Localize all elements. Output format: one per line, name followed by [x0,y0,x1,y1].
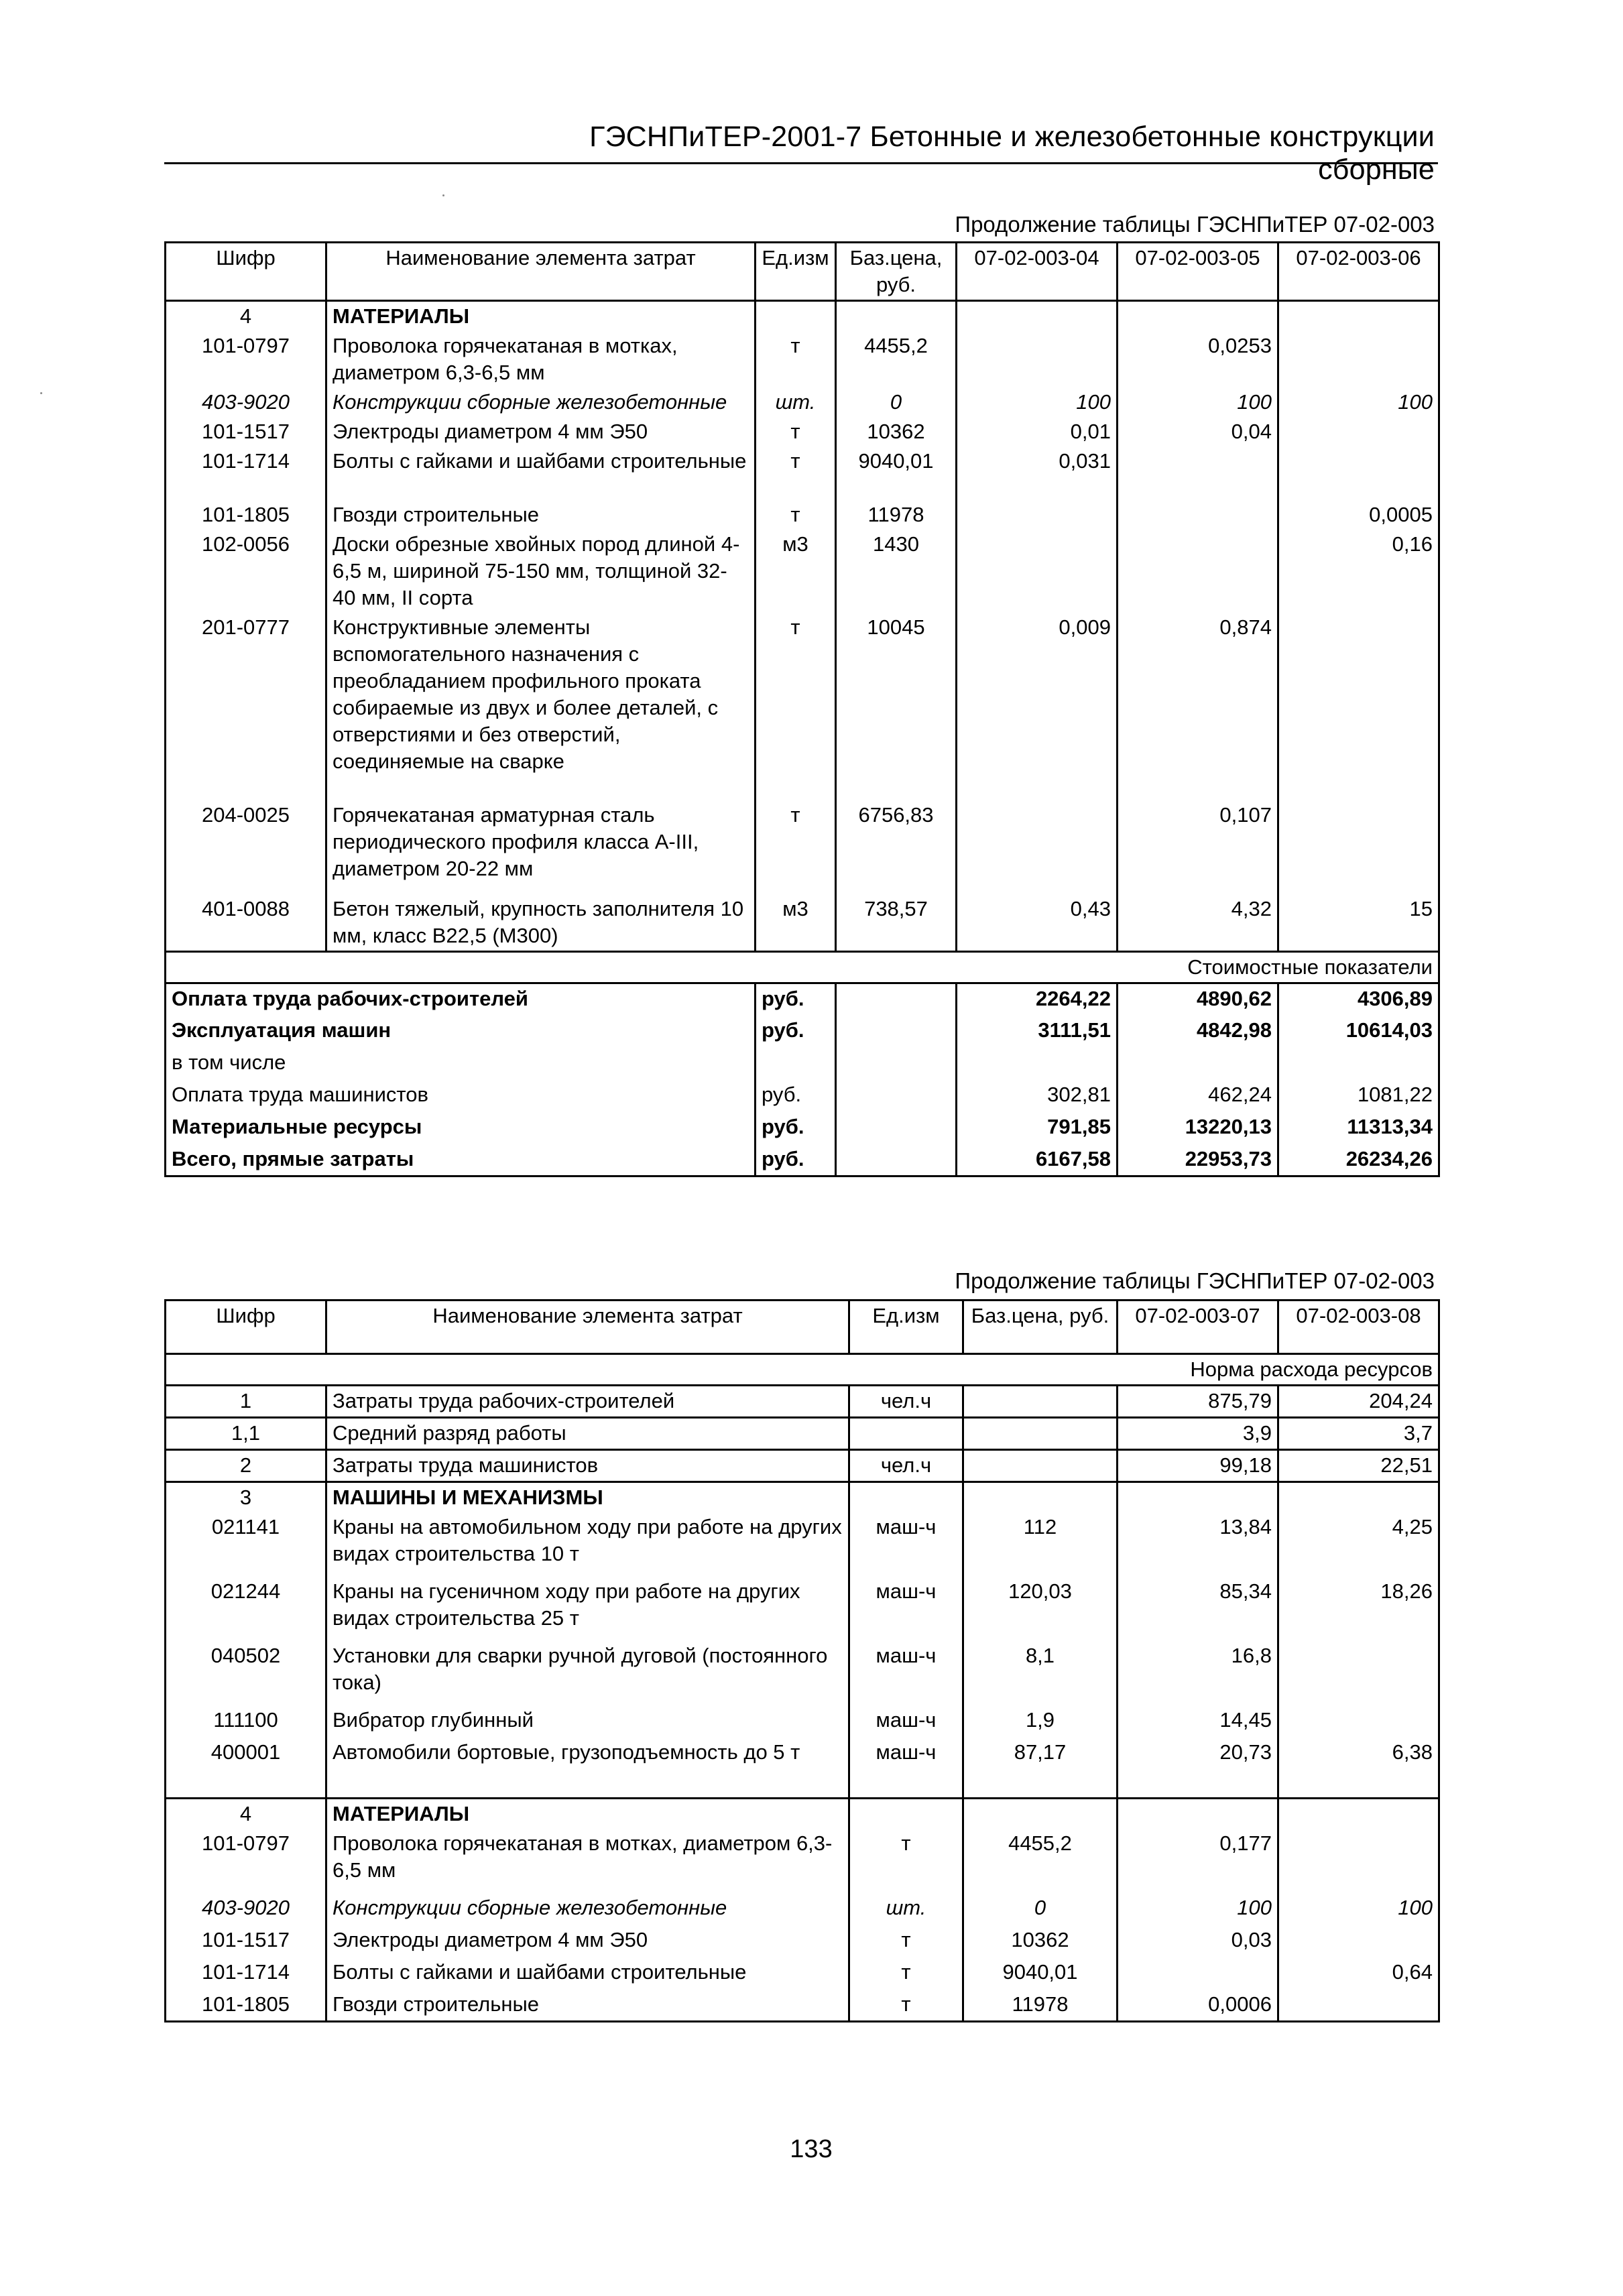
row-value: 0,0253 [1118,331,1278,387]
table-row [166,1893,1439,1925]
row-code: 101-1714 [166,1957,326,1990]
resource-table-1 [164,241,1440,1177]
row-unit: чел.ч [849,1386,963,1418]
row-value [957,800,1118,894]
row-value: 13,84 [1118,1512,1278,1577]
cost-name: Оплата труда рабочих-строителей [166,983,756,1016]
cost-value: 13220,13 [1118,1112,1278,1144]
empty-cell [836,1144,957,1176]
empty-cell [756,301,836,332]
row-price: 112 [963,1512,1118,1577]
row-code: 102-0056 [166,530,326,613]
row-code: 1,1 [166,1418,326,1450]
row-unit: т [849,1990,963,2022]
row-name: Доски обрезные хвойных пород длиной 4-6,5 м, шириной 75-150 мм, толщиной 32-40 мм, II сорта [326,530,756,613]
row-value: 3,9 [1118,1418,1278,1450]
row-name: Средний разряд работы [326,1418,849,1450]
cost-name: в том числе [166,1048,756,1080]
empty-cell [1118,1482,1278,1513]
row-value: 0,107 [1118,800,1278,894]
empty-cell [957,301,1118,332]
cost-row [166,1112,1439,1144]
cost-value [1118,1048,1278,1080]
row-price: 87,17 [963,1738,1118,1798]
section-title: МАТЕРИАЛЫ [326,1798,849,1829]
row-unit: т [756,500,836,530]
row-value: 0,43 [957,894,1118,952]
empty-cell [963,1798,1118,1829]
row-price: 9040,01 [963,1957,1118,1990]
row-value: 0,16 [1278,530,1439,613]
row-code: 401-0088 [166,894,326,952]
row-name: Конструктивные элементы вспомогательного назначения с преобладанием профильного проката собираемые из двух и более деталей, с отверстиями и без отверстий, соединяемые на сварке [326,613,756,800]
table-row [166,500,1439,530]
table-row [166,1957,1439,1990]
row-code: 101-1517 [166,1925,326,1957]
row-price: 11978 [963,1990,1118,2022]
cost-value: 6167,58 [957,1144,1118,1176]
row-code: 2 [166,1450,326,1482]
row-value [1278,1829,1439,1893]
row-value: 100 [957,387,1118,417]
table-row [166,1705,1439,1738]
cost-value: 2264,22 [957,983,1118,1016]
table-row [166,613,1439,800]
page-header-title: ГЭСНПиТЕР-2001-7 Бетонные и железобетонные конструкции сборные [589,121,1435,186]
cost-name: Оплата труда машинистов [166,1080,756,1112]
section-code: 4 [166,1798,326,1829]
row-unit: маш-ч [849,1512,963,1577]
cost-value: 791,85 [957,1112,1118,1144]
row-name: Гвозди строительные [326,500,756,530]
column-header: 07-02-003-07 [1118,1301,1278,1354]
row-code: 101-1714 [166,446,326,500]
row-value: 100 [1118,387,1278,417]
row-value [957,500,1118,530]
table-row [166,1925,1439,1957]
column-header: 07-02-003-06 [1278,243,1439,301]
cost-row [166,1048,1439,1080]
row-unit: шт. [756,387,836,417]
cost-name: Эксплуатация машин [166,1016,756,1048]
row-value: 0,0005 [1278,500,1439,530]
row-value: 0,177 [1118,1829,1278,1893]
cost-value [957,1048,1118,1080]
table-row [166,1990,1439,2022]
row-price: 8,1 [963,1641,1118,1705]
row-name: Автомобили бортовые, грузоподъемность до 5 т [326,1738,849,1798]
row-value: 100 [1278,387,1439,417]
table-row [166,446,1439,500]
row-unit: маш-ч [849,1577,963,1641]
row-value: 4,25 [1278,1512,1439,1577]
table-row [166,800,1439,894]
row-unit: чел.ч [849,1450,963,1482]
row-value: 99,18 [1118,1450,1278,1482]
table-row [166,1829,1439,1893]
table-row [166,894,1439,952]
table-row [166,1386,1439,1418]
column-header: Шифр [166,243,326,301]
column-header: Наименование элемента затрат [326,1301,849,1354]
row-price: 10362 [836,417,957,446]
section-title: МАТЕРИАЛЫ [326,301,756,332]
row-value: 0,64 [1278,1957,1439,1990]
row-price: 4455,2 [963,1829,1118,1893]
empty-cell [836,1112,957,1144]
column-header: 07-02-003-04 [957,243,1118,301]
row-price [963,1450,1118,1482]
cost-unit [756,1048,836,1080]
cost-value: 4842,98 [1118,1016,1278,1048]
row-value: 875,79 [1118,1386,1278,1418]
cost-name: Материальные ресурсы [166,1112,756,1144]
section-row [166,1798,1439,1829]
column-header: Шифр [166,1301,326,1354]
section-code: 3 [166,1482,326,1513]
row-name: Затраты труда рабочих-строителей [326,1386,849,1418]
row-code: 101-1805 [166,500,326,530]
page-number: 133 [790,2135,833,2163]
table-row [166,1641,1439,1705]
row-unit: м3 [756,530,836,613]
row-name: Горячекатаная арматурная сталь периодического профиля класса А-III, диаметром 20-22 мм [326,800,756,894]
table-row [166,417,1439,446]
cost-row [166,1016,1439,1048]
row-value: 100 [1278,1893,1439,1925]
row-value: 4,32 [1118,894,1278,952]
row-name: Вибратор глубинный [326,1705,849,1738]
row-code: 101-0797 [166,1829,326,1893]
empty-cell [836,1016,957,1048]
row-name: Болты с гайками и шайбами строительные [326,446,756,500]
row-price [963,1386,1118,1418]
row-value: 0,03 [1118,1925,1278,1957]
cost-row [166,983,1439,1016]
row-value [1278,1705,1439,1738]
cost-unit: руб. [756,983,836,1016]
row-code: 201-0777 [166,613,326,800]
row-unit [849,1418,963,1450]
row-price: 4455,2 [836,331,957,387]
cost-value: 302,81 [957,1080,1118,1112]
row-value: 204,24 [1278,1386,1439,1418]
row-value: 15 [1278,894,1439,952]
row-code: 111100 [166,1705,326,1738]
empty-cell [836,301,957,332]
cost-value: 11313,34 [1278,1112,1439,1144]
column-header: Ед.изм [756,243,836,301]
cost-value: 462,24 [1118,1080,1278,1112]
row-value [1278,331,1439,387]
cost-value: 4306,89 [1278,983,1439,1016]
column-header: 07-02-003-05 [1118,243,1278,301]
row-name: Краны на гусеничном ходу при работе на других видах строительства 25 т [326,1577,849,1641]
row-value [1278,800,1439,894]
row-name: Болты с гайками и шайбами строительные [326,1957,849,1990]
row-unit: маш-ч [849,1738,963,1798]
row-price: 10045 [836,613,957,800]
row-name: Краны на автомобильном ходу при работе на других видах строительства 10 т [326,1512,849,1577]
cost-heading-row [166,952,1439,983]
row-value: 18,26 [1278,1577,1439,1641]
row-name: Конструкции сборные железобетонные [326,1893,849,1925]
table-row [166,1738,1439,1798]
column-header: Наименование элемента затрат [326,243,756,301]
table2-header-row [166,1301,1439,1354]
table-row [166,530,1439,613]
row-code: 1 [166,1386,326,1418]
row-unit: т [756,800,836,894]
section-row [166,301,1439,332]
scan-speck [40,392,42,394]
cost-unit: руб. [756,1112,836,1144]
row-value: 0,04 [1118,417,1278,446]
row-unit: маш-ч [849,1705,963,1738]
table-row [166,331,1439,387]
row-name: Конструкции сборные железобетонные [326,387,756,417]
row-value [1278,1641,1439,1705]
cost-value: 22953,73 [1118,1144,1278,1176]
row-code: 040502 [166,1641,326,1705]
row-code: 204-0025 [166,800,326,894]
row-price: 1,9 [963,1705,1118,1738]
row-unit: шт. [849,1893,963,1925]
row-value: 100 [1118,1893,1278,1925]
cost-unit: руб. [756,1144,836,1176]
row-name: Бетон тяжелый, крупность заполнителя 10 мм, класс В22,5 (М300) [326,894,756,952]
row-value: 0,01 [957,417,1118,446]
cost-value: 4890,62 [1118,983,1278,1016]
cost-value [1278,1048,1439,1080]
row-name: Гвозди строительные [326,1990,849,2022]
section-row [166,1482,1439,1513]
row-name: Установки для сварки ручной дуговой (постоянного тока) [326,1641,849,1705]
column-header: Баз.цена, руб. [836,243,957,301]
row-value: 6,38 [1278,1738,1439,1798]
row-unit: т [756,446,836,500]
row-name: Затраты труда машинистов [326,1450,849,1482]
resource-table-2 [164,1299,1440,2022]
row-value [1278,1925,1439,1957]
row-value: 0,874 [1118,613,1278,800]
row-name: Электроды диаметром 4 мм Э50 [326,417,756,446]
row-price [963,1418,1118,1450]
cost-value: 26234,26 [1278,1144,1439,1176]
column-header: Ед.изм [849,1301,963,1354]
row-value: 0,031 [957,446,1118,500]
row-value: 22,51 [1278,1450,1439,1482]
table-row [166,1512,1439,1577]
row-price: 6756,83 [836,800,957,894]
row-unit: т [756,331,836,387]
empty-cell [836,1080,957,1112]
row-code: 101-1517 [166,417,326,446]
table2-caption: Продолжение таблицы ГЭСНПиТЕР 07-02-003 [955,1268,1435,1293]
row-code: 021141 [166,1512,326,1577]
row-code: 101-0797 [166,331,326,387]
empty-cell [1118,301,1278,332]
row-price: 9040,01 [836,446,957,500]
table-row [166,1577,1439,1641]
row-value [1118,530,1278,613]
norm-heading-row [166,1354,1439,1386]
row-unit: т [756,613,836,800]
row-name: Проволока горячекатаная в мотках, диаметром 6,3-6,5 мм [326,331,756,387]
empty-cell [1278,1798,1439,1829]
row-value: 0,009 [957,613,1118,800]
cost-unit: руб. [756,1080,836,1112]
header-rule [164,162,1438,164]
row-price: 0 [963,1893,1118,1925]
row-value: 3,7 [1278,1418,1439,1450]
empty-cell [849,1798,963,1829]
row-value: 20,73 [1118,1738,1278,1798]
row-name: Проволока горячекатаная в мотках, диаметром 6,3-6,5 мм [326,1829,849,1893]
column-header: 07-02-003-08 [1278,1301,1439,1354]
row-price: 738,57 [836,894,957,952]
row-value [1118,500,1278,530]
table-row [166,1450,1439,1482]
row-value [1278,613,1439,800]
row-price: 0 [836,387,957,417]
empty-cell [963,1482,1118,1513]
row-code: 403-9020 [166,1893,326,1925]
cost-unit: руб. [756,1016,836,1048]
row-price: 120,03 [963,1577,1118,1641]
cost-row [166,1080,1439,1112]
empty-cell [1118,1798,1278,1829]
row-value [1278,417,1439,446]
cost-value: 1081,22 [1278,1080,1439,1112]
norm-heading: Норма расхода ресурсов [166,1354,1439,1386]
cost-name: Всего, прямые затраты [166,1144,756,1176]
row-name: Электроды диаметром 4 мм Э50 [326,1925,849,1957]
row-unit: т [849,1957,963,1990]
table-row [166,1418,1439,1450]
row-value: 85,34 [1118,1577,1278,1641]
section-code: 4 [166,301,326,332]
row-value [957,331,1118,387]
row-value [1278,1990,1439,2022]
column-header: Баз.цена, руб. [963,1301,1118,1354]
row-unit: т [849,1829,963,1893]
row-unit: т [849,1925,963,1957]
row-value [1278,446,1439,500]
row-value: 16,8 [1118,1641,1278,1705]
section-title: МАШИНЫ И МЕХАНИЗМЫ [326,1482,849,1513]
cost-heading: Стоимостные показатели [166,952,1439,983]
row-value [1118,1957,1278,1990]
row-price: 11978 [836,500,957,530]
row-code: 403-9020 [166,387,326,417]
cost-row [166,1144,1439,1176]
row-value [1118,446,1278,500]
row-code: 101-1805 [166,1990,326,2022]
row-code: 400001 [166,1738,326,1798]
table-row [166,387,1439,417]
empty-cell [1278,301,1439,332]
row-code: 021244 [166,1577,326,1641]
row-unit: м3 [756,894,836,952]
row-value: 14,45 [1118,1705,1278,1738]
empty-cell [836,983,957,1016]
row-value: 0,0006 [1118,1990,1278,2022]
empty-cell [1278,1482,1439,1513]
row-value [957,530,1118,613]
row-unit: маш-ч [849,1641,963,1705]
empty-cell [836,1048,957,1080]
cost-value: 3111,51 [957,1016,1118,1048]
row-price: 10362 [963,1925,1118,1957]
scan-speck [442,194,444,196]
cost-value: 10614,03 [1278,1016,1439,1048]
table1-caption: Продолжение таблицы ГЭСНПиТЕР 07-02-003 [955,212,1435,237]
row-unit: т [756,417,836,446]
empty-cell [849,1482,963,1513]
table1-header-row [166,243,1439,301]
row-price: 1430 [836,530,957,613]
